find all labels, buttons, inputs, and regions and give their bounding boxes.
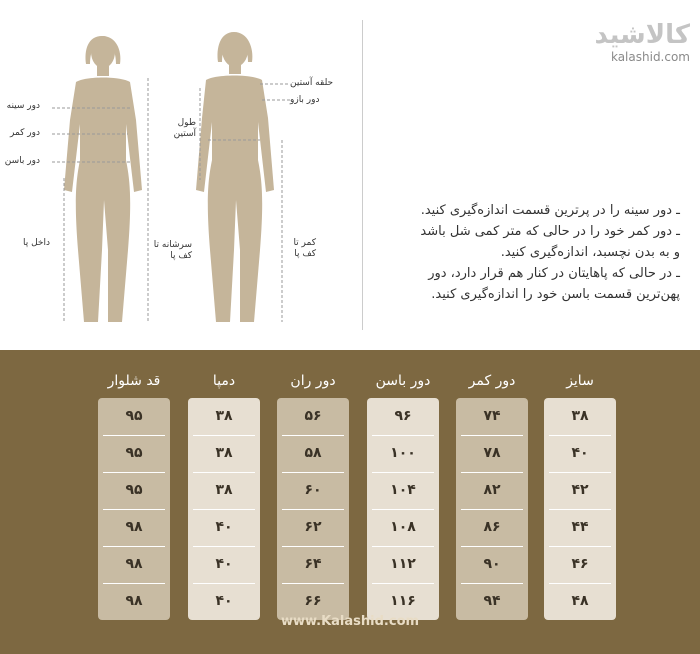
- column-size: [544, 368, 616, 609]
- note-line: ـ دور سینه را در پرترین قسمت اندازه‌گیری کنید.: [420, 203, 680, 218]
- back-figure: [196, 32, 274, 322]
- table-cell: ۶۲: [304, 519, 322, 535]
- table-cell: ۳۸: [215, 482, 233, 498]
- column-header: دور باسن: [375, 373, 431, 389]
- label-hip: دور باسن: [4, 156, 40, 166]
- table-cell: ۸۶: [483, 519, 501, 535]
- brand-domain: kalashid.com: [610, 50, 690, 64]
- table-cell: ۱۰۴: [390, 482, 416, 498]
- table-cell: ۴۲: [571, 482, 589, 498]
- table-cell: ۵۸: [304, 445, 322, 461]
- table-cell: ۱۱۶: [390, 593, 416, 609]
- table-cell: ۱۰۰: [390, 445, 416, 461]
- column-cells: [98, 398, 170, 620]
- table-cell: ۴۰: [215, 556, 233, 572]
- table-cell: ۹۵: [125, 445, 143, 461]
- table-cell: ۶۴: [304, 556, 322, 572]
- column-header: دور کمر: [468, 373, 516, 389]
- table-cell: ۴۸: [571, 593, 589, 609]
- table-cell: ۹۸: [125, 519, 143, 535]
- footer-url: www.Kalashid.com: [280, 614, 420, 629]
- label-waist: دور کمر: [9, 128, 40, 138]
- table-cell: ۴۰: [215, 519, 233, 535]
- brand-logo: [595, 20, 690, 64]
- label-waist-to-sole: کمر تا کف پا: [293, 238, 316, 259]
- label-bust: دور سینه: [6, 101, 40, 111]
- table-cell: ۹۸: [125, 593, 143, 609]
- label-shoulder-to-sole: سرشانه تا کف پا: [153, 240, 192, 261]
- column-cells: [367, 398, 439, 620]
- column-header: دمپا: [212, 373, 236, 389]
- table-cell: ۵۶: [304, 408, 322, 424]
- table-cell: ۱۰۸: [390, 519, 416, 535]
- brand-name: کالاشید: [594, 20, 690, 50]
- column-header: قد شلوار: [107, 373, 161, 389]
- front-figure: [64, 36, 142, 322]
- measurement-notes: [350, 200, 680, 305]
- column-waist: [456, 368, 528, 609]
- table-cell: ۷۸: [483, 445, 501, 461]
- table-cell: ۳۸: [571, 408, 589, 424]
- table-cell: ۴۰: [571, 445, 589, 461]
- column-hip: [367, 368, 439, 609]
- column-header: دور ران: [290, 373, 336, 389]
- table-cell: ۳۸: [215, 445, 233, 461]
- table-cell: ۶۰: [304, 482, 322, 498]
- table-cell: ۷۴: [483, 408, 501, 424]
- table-cell: ۹۰: [483, 556, 501, 572]
- column-thigh: [277, 368, 349, 609]
- note-line: پهن‌ترین قسمت باسن خود را اندازه‌گیری کنید.: [431, 287, 680, 302]
- table-cell: ۴۴: [571, 519, 589, 535]
- table-cell: ۹۸: [125, 556, 143, 572]
- note-line: و به بدن نچسبد، اندازه‌گیری کنید.: [500, 245, 680, 260]
- column-hem: [188, 368, 260, 609]
- label-armhole: حلقه آستین: [290, 78, 334, 88]
- table-cell: ۴۰: [215, 593, 233, 609]
- table-cell: ۹۵: [125, 408, 143, 424]
- label-inseam: داخل پا: [23, 238, 50, 248]
- label-sleeve-length: طول آستین: [173, 118, 196, 139]
- table-cell: ۸۲: [483, 482, 501, 498]
- table-cell: ۴۶: [571, 556, 589, 572]
- table-cell: ۹۶: [394, 408, 412, 424]
- column-header: سایز: [566, 373, 594, 389]
- note-line: ـ دور کمر خود را در حالی که متر کمی شل باشد: [420, 224, 680, 239]
- label-arm: دور بازو: [290, 95, 320, 105]
- table-cell: ۹۵: [125, 482, 143, 498]
- table-cell: ۶۶: [304, 593, 322, 609]
- column-length: [98, 368, 170, 609]
- column-cells: [456, 398, 528, 620]
- table-cell: ۳۸: [215, 408, 233, 424]
- note-line: ـ در حالی که پاهایتان در کنار هم قرار دارد، دور: [428, 266, 680, 281]
- column-cells: [544, 398, 616, 620]
- table-cell: ۱۱۲: [390, 556, 416, 572]
- column-cells: [277, 398, 349, 620]
- table-cell: ۹۴: [483, 593, 501, 609]
- column-cells: [188, 398, 260, 620]
